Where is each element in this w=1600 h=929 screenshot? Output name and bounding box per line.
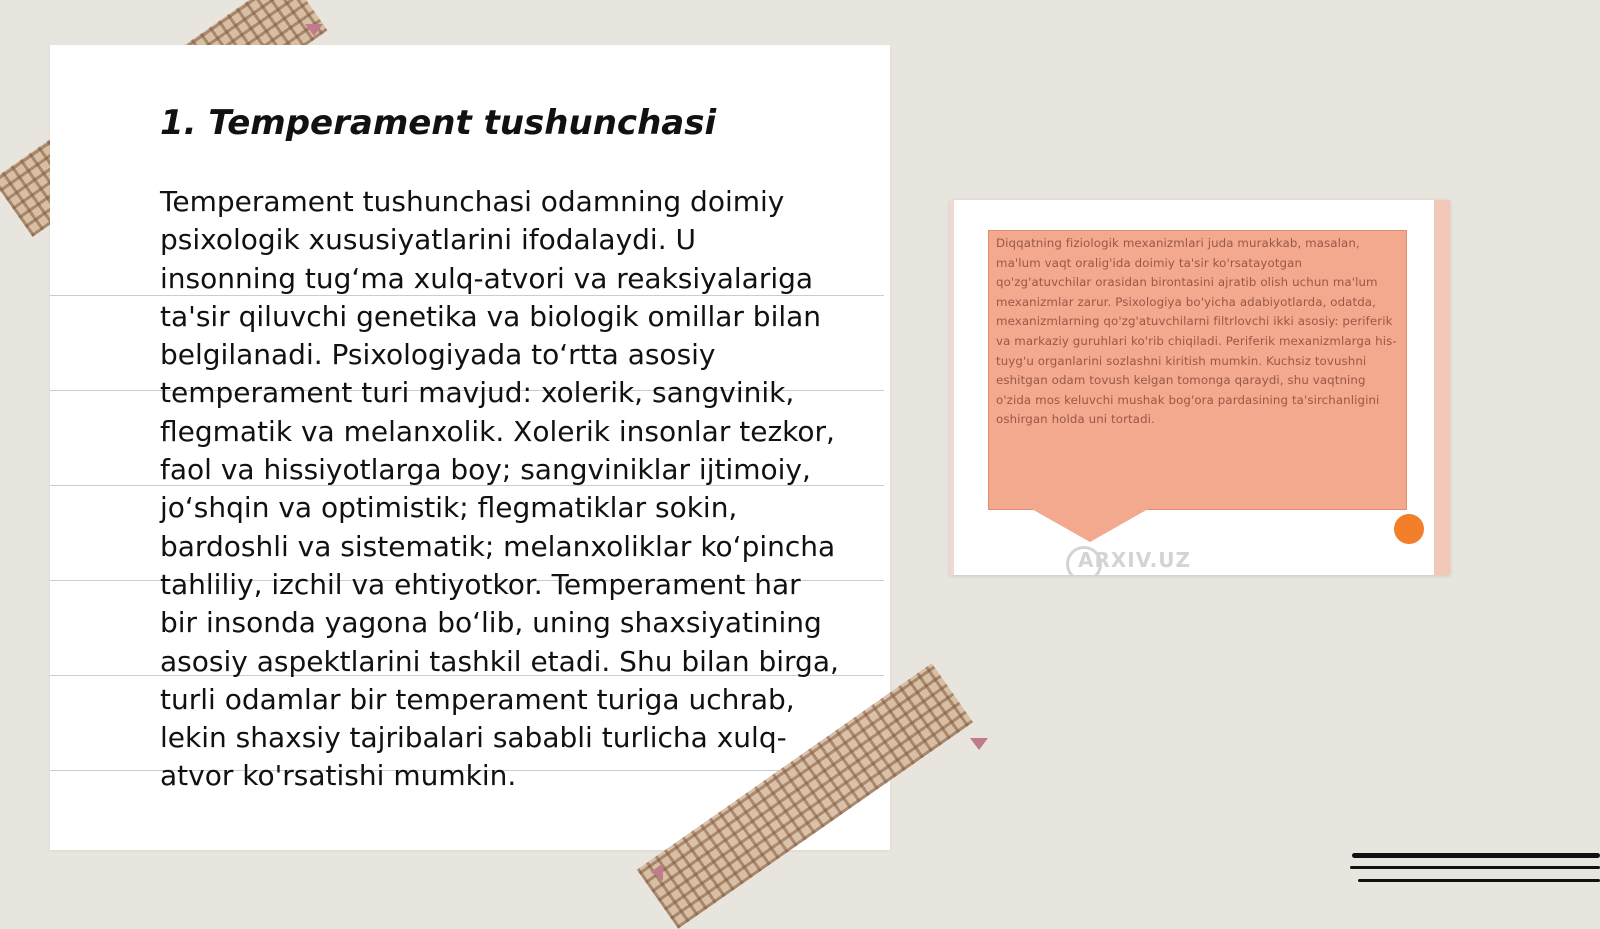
watermark-logo-icon — [1066, 546, 1102, 575]
slide-body-text: Temperament tushunchasi odamning doimiy psixologik xususiyatlarini ifodalaydi. U insonning tug‘ma xulq-atvori va reaksiyalariga ta'sir qiluvchi genetika va biologik omillar bilan belgilanadi. Psixologiyada to‘rtta asosiy temperament turi mavjud: xolerik, sangvinik, flegmatik va melanxolik. Xolerik insonlar tezkor, faol va hissiyotlarga boy; sangviniklar ijtimoiy, jo‘shqin va optimistik; flegmatiklar sokin, bardoshli va sistematik; melanxoliklar ko‘pincha tahliliy, izchil va ehtiyotkor. Temperament har bir insonda yagona bo‘lib, uning shaxsiyatining asosiy aspektlarini tashkil etadi. Shu bilan birga, turli odamlar bir temperament turiga uchrab, lekin shaxsiy tajribalari sababli turlicha xulq-atvor ko'rsatishi mumkin. — [160, 185, 839, 793]
illustration-image — [950, 200, 1450, 575]
pin-icon — [970, 738, 988, 750]
brush-stroke — [1352, 853, 1600, 858]
watermark-text: ARXIV.UZ — [1078, 548, 1191, 572]
brush-stroke — [1358, 879, 1600, 882]
brush-stroke — [1350, 866, 1600, 869]
watermark — [1078, 548, 1191, 572]
speech-bubble — [988, 230, 1407, 510]
pin-icon — [305, 24, 323, 36]
speech-bubble-tail — [1030, 508, 1150, 542]
frame-edge — [950, 200, 954, 575]
note-paper — [50, 45, 890, 850]
orange-dot-icon — [1394, 514, 1424, 544]
frame-edge — [1434, 200, 1450, 575]
callout-text: Diqqatning fiziologik mexanizmlari juda murakkab, masalan, ma'lum vaqt oralig'ida doimiy ta'sir ko'rsatayotgan qo'zg'atuvchilar orasidan birontasini ajratib olish uchun ma'lum mexanizmlar zarur. Psixologiya bo'yicha adabiyotlarda, odatda, mexanizmlarning qo'zg'atuvchilarni filtrlovchi ikki asosiy: periferik va markaziy guruhlari ko'rib chiqiladi. Periferik mexanizmlarga his-tuyg'u organlarini sozlashni kiritish mumkin. Kuchsiz tovushni eshitgan odam tovush kelgan tomonga qaraydi, shu vaqtning o'zida mos keluvchi mushak bog'ora pardasining ta'sirchanligini oshirgan holda uni tortadi. — [996, 236, 1397, 427]
slide-title: 1. Temperament tushunchasi — [160, 103, 717, 143]
pin-icon — [651, 863, 663, 881]
